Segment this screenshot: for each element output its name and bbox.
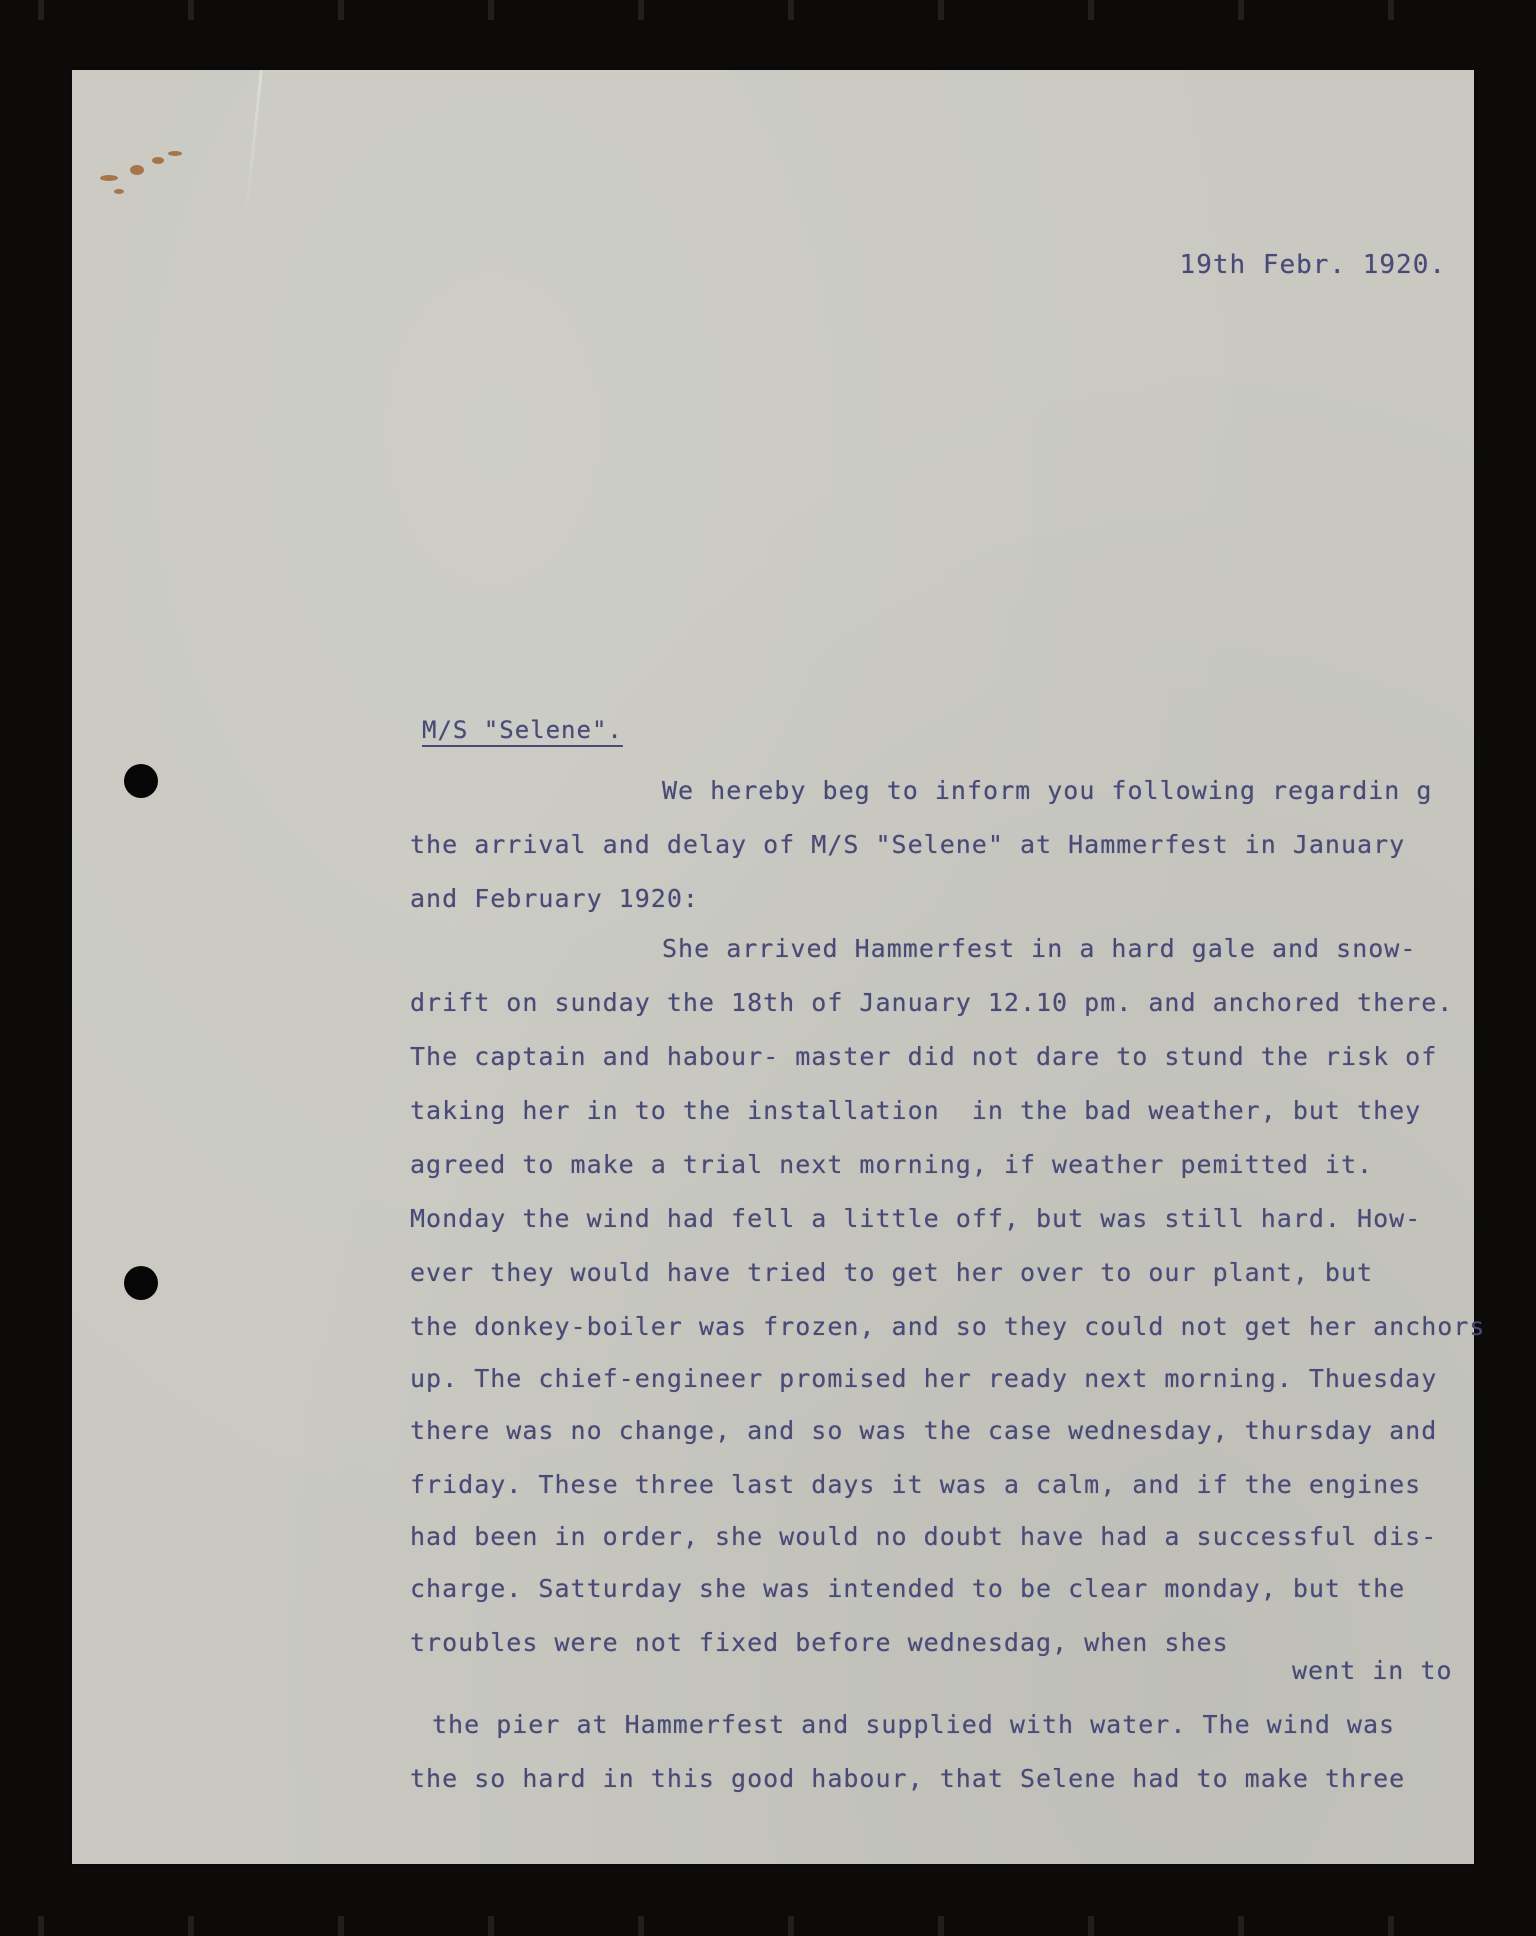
body-line: agreed to make a trial next morning, if weather pemitted it.	[410, 1150, 1374, 1179]
rust-stain	[100, 145, 190, 200]
punch-hole-top	[124, 764, 158, 798]
body-line: the arrival and delay of M/S "Selene" at Hammerfest in January	[410, 830, 1406, 859]
body-line: there was no change, and so was the case wednesday, thursday and	[410, 1416, 1438, 1445]
letter-subject: M/S "Selene".	[422, 716, 623, 744]
body-line: She arrived Hammerfest in a hard gale and snow-	[662, 934, 1417, 963]
body-line: the donkey-boiler was frozen, and so they could not get her anchors	[410, 1312, 1486, 1341]
body-line: up. The chief-engineer promised her ready next morning. Thuesday	[410, 1364, 1438, 1393]
body-line: ever they would have tried to get her over to our plant, but	[410, 1258, 1374, 1287]
body-line: taking her in to the installation in the bad weather, but they	[410, 1096, 1422, 1125]
body-line: drift on sunday the 18th of January 12.10 pm. and anchored there.	[410, 988, 1454, 1017]
film-edge-top	[0, 0, 1536, 20]
punch-hole-bottom	[124, 1266, 158, 1300]
body-line: went in to	[1292, 1656, 1453, 1685]
body-line: troubles were not fixed before wednesdag, when shes	[410, 1628, 1229, 1657]
film-edge-bottom	[0, 1916, 1536, 1936]
body-line: friday. These three last days it was a calm, and if the engines	[410, 1470, 1422, 1499]
body-line: We hereby beg to inform you following regardin g	[662, 776, 1433, 805]
body-line: the so hard in this good habour, that Selene had to make three	[410, 1764, 1406, 1793]
typewritten-letter-page	[72, 70, 1486, 1864]
body-line: had been in order, she would no doubt have had a successful dis-	[410, 1522, 1438, 1551]
body-line: Monday the wind had fell a little off, but was still hard. How-	[410, 1204, 1422, 1233]
body-line: The captain and habour- master did not dare to stund the risk of	[410, 1042, 1438, 1071]
body-line: and February 1920:	[410, 884, 699, 913]
letter-date: 19th Febr. 1920.	[1179, 250, 1446, 280]
body-line: charge. Satturday she was intended to be clear monday, but the	[410, 1574, 1406, 1603]
body-line: the pier at Hammerfest and supplied with water. The wind was	[432, 1710, 1396, 1739]
